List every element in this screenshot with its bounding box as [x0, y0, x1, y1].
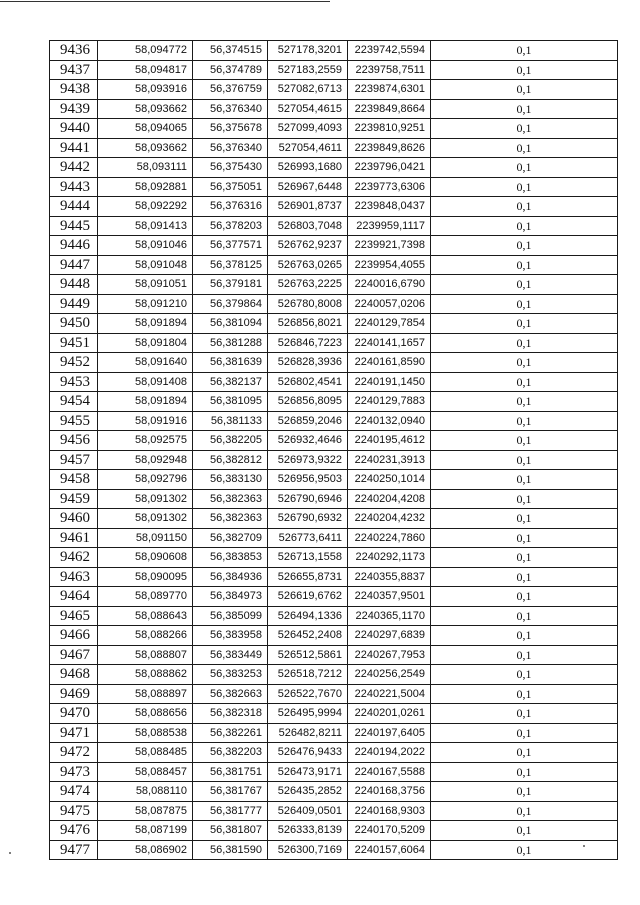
tolerance-cell: 0,1: [431, 587, 618, 607]
coord-x-cell: 526763,0265: [268, 255, 348, 275]
coord-y-cell: 2239742,5594: [348, 41, 431, 61]
point-number-cell: 9467: [50, 645, 98, 665]
coord-a-cell: 58,091048: [98, 255, 193, 275]
coord-a-cell: 58,088485: [98, 743, 193, 763]
coord-b-cell: 56,385099: [193, 606, 268, 626]
table-row: [50, 353, 618, 373]
coord-x-cell: 527178,3201: [268, 41, 348, 61]
coord-b-cell: 56,376340: [193, 138, 268, 158]
coord-a-cell: 58,092948: [98, 450, 193, 470]
coord-y-cell: 2240170,5209: [348, 821, 431, 841]
point-number-cell: 9463: [50, 567, 98, 587]
coord-a-cell: 58,091150: [98, 528, 193, 548]
table-row: [50, 392, 618, 412]
table-row: [50, 665, 618, 685]
tolerance-cell: 0,1: [431, 723, 618, 743]
tolerance-cell: 0,1: [431, 236, 618, 256]
coord-a-cell: 58,088643: [98, 606, 193, 626]
table-row: [50, 450, 618, 470]
table-row: [50, 314, 618, 334]
coord-a-cell: 58,090095: [98, 567, 193, 587]
point-number-cell: 9473: [50, 762, 98, 782]
tolerance-cell: 0,1: [431, 333, 618, 353]
coord-a-cell: 58,086902: [98, 840, 193, 860]
coord-b-cell: 56,376316: [193, 197, 268, 217]
coord-y-cell: 2239796,0421: [348, 158, 431, 178]
tolerance-cell: 0,1: [431, 158, 618, 178]
coord-x-cell: 526300,7169: [268, 840, 348, 860]
coord-y-cell: 2240357,9501: [348, 587, 431, 607]
coord-a-cell: 58,093916: [98, 80, 193, 100]
coord-a-cell: 58,091804: [98, 333, 193, 353]
coord-a-cell: 58,088897: [98, 684, 193, 704]
coord-y-cell: 2240197,6405: [348, 723, 431, 743]
point-number-cell: 9465: [50, 606, 98, 626]
coord-a-cell: 58,092881: [98, 177, 193, 197]
tolerance-cell: 0,1: [431, 314, 618, 334]
table-row: [50, 528, 618, 548]
coord-a-cell: 58,087199: [98, 821, 193, 841]
coord-y-cell: 2240201,0261: [348, 704, 431, 724]
coord-y-cell: 2240161,8590: [348, 353, 431, 373]
point-number-cell: 9440: [50, 119, 98, 139]
point-number-cell: 9446: [50, 236, 98, 256]
coord-b-cell: 56,374515: [193, 41, 268, 61]
table-row: [50, 80, 618, 100]
coord-a-cell: 58,088807: [98, 645, 193, 665]
coord-b-cell: 56,375430: [193, 158, 268, 178]
point-number-cell: 9450: [50, 314, 98, 334]
coord-a-cell: 58,094817: [98, 60, 193, 80]
table-row: [50, 684, 618, 704]
tolerance-cell: 0,1: [431, 392, 618, 412]
coord-a-cell: 58,088266: [98, 626, 193, 646]
tolerance-cell: 0,1: [431, 665, 618, 685]
tolerance-cell: 0,1: [431, 528, 618, 548]
coord-x-cell: 527082,6713: [268, 80, 348, 100]
table-row: [50, 626, 618, 646]
coord-x-cell: 526482,8211: [268, 723, 348, 743]
coord-a-cell: 58,091916: [98, 411, 193, 431]
point-number-cell: 9459: [50, 489, 98, 509]
table-row: [50, 60, 618, 80]
coord-x-cell: 527054,4615: [268, 99, 348, 119]
coord-b-cell: 56,376759: [193, 80, 268, 100]
point-number-cell: 9470: [50, 704, 98, 724]
tolerance-cell: 0,1: [431, 216, 618, 236]
coord-b-cell: 56,383253: [193, 665, 268, 685]
tolerance-cell: 0,1: [431, 450, 618, 470]
coord-x-cell: 526790,6946: [268, 489, 348, 509]
tolerance-cell: 0,1: [431, 470, 618, 490]
coord-x-cell: 526856,8021: [268, 314, 348, 334]
coord-y-cell: 2240365,1170: [348, 606, 431, 626]
coord-a-cell: 58,091302: [98, 509, 193, 529]
point-number-cell: 9451: [50, 333, 98, 353]
point-number-cell: 9448: [50, 275, 98, 295]
coord-x-cell: 526967,6448: [268, 177, 348, 197]
table-row: [50, 645, 618, 665]
coord-a-cell: 58,093662: [98, 138, 193, 158]
tolerance-cell: 0,1: [431, 275, 618, 295]
point-number-cell: 9436: [50, 41, 98, 61]
coord-a-cell: 58,088862: [98, 665, 193, 685]
coord-a-cell: 58,090608: [98, 548, 193, 568]
coord-x-cell: 526619,6762: [268, 587, 348, 607]
table-row: [50, 411, 618, 431]
coord-a-cell: 58,089770: [98, 587, 193, 607]
coord-y-cell: 2239848,0437: [348, 197, 431, 217]
point-number-cell: 9468: [50, 665, 98, 685]
point-number-cell: 9442: [50, 158, 98, 178]
coord-y-cell: 2240132,0940: [348, 411, 431, 431]
coord-b-cell: 56,382363: [193, 509, 268, 529]
coord-x-cell: 526522,7670: [268, 684, 348, 704]
table-row: [50, 372, 618, 392]
table-row: [50, 470, 618, 490]
point-number-cell: 9441: [50, 138, 98, 158]
table-row: [50, 704, 618, 724]
table-row: [50, 216, 618, 236]
table-row: [50, 743, 618, 763]
coord-y-cell: 2240256,2549: [348, 665, 431, 685]
tolerance-cell: 0,1: [431, 138, 618, 158]
coord-a-cell: 58,088457: [98, 762, 193, 782]
coord-y-cell: 2240157,6064: [348, 840, 431, 860]
coord-a-cell: 58,093111: [98, 158, 193, 178]
coord-x-cell: 526932,4646: [268, 431, 348, 451]
point-number-cell: 9466: [50, 626, 98, 646]
table-row: [50, 587, 618, 607]
coord-x-cell: 526333,8139: [268, 821, 348, 841]
coord-b-cell: 56,382205: [193, 431, 268, 451]
coord-y-cell: 2240195,4612: [348, 431, 431, 451]
table-row: [50, 41, 618, 61]
table-row: [50, 119, 618, 139]
tolerance-cell: 0,1: [431, 294, 618, 314]
tolerance-cell: 0,1: [431, 411, 618, 431]
tolerance-cell: 0,1: [431, 840, 618, 860]
coord-b-cell: 56,382812: [193, 450, 268, 470]
point-number-cell: 9453: [50, 372, 98, 392]
point-number-cell: 9449: [50, 294, 98, 314]
coord-y-cell: 2240129,7854: [348, 314, 431, 334]
coord-y-cell: 2240191,1450: [348, 372, 431, 392]
tolerance-cell: 0,1: [431, 743, 618, 763]
table-row: [50, 255, 618, 275]
coord-x-cell: 526993,1680: [268, 158, 348, 178]
tolerance-cell: 0,1: [431, 645, 618, 665]
point-number-cell: 9443: [50, 177, 98, 197]
table-row: [50, 723, 618, 743]
coord-x-cell: 526762,9237: [268, 236, 348, 256]
coord-x-cell: 526409,0501: [268, 801, 348, 821]
coord-x-cell: 526435,2852: [268, 782, 348, 802]
coord-x-cell: 527183,2559: [268, 60, 348, 80]
coord-x-cell: 526790,6932: [268, 509, 348, 529]
point-number-cell: 9472: [50, 743, 98, 763]
table-row: [50, 197, 618, 217]
coord-b-cell: 56,383853: [193, 548, 268, 568]
coord-x-cell: 526859,2046: [268, 411, 348, 431]
tolerance-cell: 0,1: [431, 99, 618, 119]
coord-x-cell: 526973,9322: [268, 450, 348, 470]
coord-y-cell: 2240194,2022: [348, 743, 431, 763]
point-number-cell: 9476: [50, 821, 98, 841]
coord-x-cell: 527099,4093: [268, 119, 348, 139]
tolerance-cell: 0,1: [431, 197, 618, 217]
coord-b-cell: 56,374789: [193, 60, 268, 80]
coord-y-cell: 2240129,7883: [348, 392, 431, 412]
coord-a-cell: 58,091046: [98, 236, 193, 256]
coord-a-cell: 58,093662: [98, 99, 193, 119]
coord-y-cell: 2239849,8664: [348, 99, 431, 119]
coordinates-table: [49, 40, 618, 860]
scan-speck: [583, 845, 585, 847]
point-number-cell: 9456: [50, 431, 98, 451]
coord-a-cell: 58,091894: [98, 314, 193, 334]
coord-b-cell: 56,382709: [193, 528, 268, 548]
coord-y-cell: 2240204,4208: [348, 489, 431, 509]
tolerance-cell: 0,1: [431, 684, 618, 704]
coord-b-cell: 56,381288: [193, 333, 268, 353]
coord-x-cell: 526655,8731: [268, 567, 348, 587]
table-row: [50, 431, 618, 451]
coord-a-cell: 58,091413: [98, 216, 193, 236]
coord-b-cell: 56,382663: [193, 684, 268, 704]
coord-b-cell: 56,379864: [193, 294, 268, 314]
coord-x-cell: 526856,8095: [268, 392, 348, 412]
coord-b-cell: 56,382363: [193, 489, 268, 509]
table-row: [50, 821, 618, 841]
coord-b-cell: 56,381133: [193, 411, 268, 431]
coord-y-cell: 2240204,4232: [348, 509, 431, 529]
table-row: [50, 236, 618, 256]
tolerance-cell: 0,1: [431, 762, 618, 782]
coord-y-cell: 2240224,7860: [348, 528, 431, 548]
table-row: [50, 606, 618, 626]
coord-y-cell: 2239954,4055: [348, 255, 431, 275]
tolerance-cell: 0,1: [431, 606, 618, 626]
coord-b-cell: 56,381590: [193, 840, 268, 860]
coord-b-cell: 56,378125: [193, 255, 268, 275]
coord-x-cell: 526512,5861: [268, 645, 348, 665]
point-number-cell: 9452: [50, 353, 98, 373]
coord-a-cell: 58,091894: [98, 392, 193, 412]
coord-b-cell: 56,384936: [193, 567, 268, 587]
header-rule: [0, 1, 330, 2]
point-number-cell: 9462: [50, 548, 98, 568]
coord-y-cell: 2240355,8837: [348, 567, 431, 587]
coord-b-cell: 56,378203: [193, 216, 268, 236]
coord-a-cell: 58,088656: [98, 704, 193, 724]
coord-b-cell: 56,381094: [193, 314, 268, 334]
coord-y-cell: 2239874,6301: [348, 80, 431, 100]
point-number-cell: 9447: [50, 255, 98, 275]
coord-a-cell: 58,094772: [98, 41, 193, 61]
coord-x-cell: 526763,2225: [268, 275, 348, 295]
coord-y-cell: 2239758,7511: [348, 60, 431, 80]
point-number-cell: 9475: [50, 801, 98, 821]
point-number-cell: 9460: [50, 509, 98, 529]
coord-a-cell: 58,088538: [98, 723, 193, 743]
coord-x-cell: 526901,8737: [268, 197, 348, 217]
coord-y-cell: 2239849,8626: [348, 138, 431, 158]
coord-y-cell: 2240221,5004: [348, 684, 431, 704]
coord-y-cell: 2240292,1173: [348, 548, 431, 568]
point-number-cell: 9455: [50, 411, 98, 431]
coord-b-cell: 56,382318: [193, 704, 268, 724]
tolerance-cell: 0,1: [431, 704, 618, 724]
coord-b-cell: 56,382137: [193, 372, 268, 392]
table-row: [50, 294, 618, 314]
point-number-cell: 9438: [50, 80, 98, 100]
table-row: [50, 158, 618, 178]
tolerance-cell: 0,1: [431, 119, 618, 139]
coord-b-cell: 56,381767: [193, 782, 268, 802]
coord-x-cell: 526494,1336: [268, 606, 348, 626]
coord-a-cell: 58,087875: [98, 801, 193, 821]
coord-y-cell: 2240141,1657: [348, 333, 431, 353]
coord-x-cell: 526828,3936: [268, 353, 348, 373]
coord-x-cell: 526713,1558: [268, 548, 348, 568]
coord-a-cell: 58,091302: [98, 489, 193, 509]
coord-y-cell: 2240016,6790: [348, 275, 431, 295]
coord-y-cell: 2240297,6839: [348, 626, 431, 646]
scan-speck: [9, 852, 11, 854]
coord-x-cell: 526518,7212: [268, 665, 348, 685]
coord-b-cell: 56,382203: [193, 743, 268, 763]
coord-b-cell: 56,379181: [193, 275, 268, 295]
coord-y-cell: 2240231,3913: [348, 450, 431, 470]
table-row: [50, 567, 618, 587]
tolerance-cell: 0,1: [431, 626, 618, 646]
tolerance-cell: 0,1: [431, 509, 618, 529]
table-row: [50, 177, 618, 197]
coordinates-table-body: [50, 41, 618, 860]
table-row: [50, 782, 618, 802]
coord-x-cell: 526956,9503: [268, 470, 348, 490]
point-number-cell: 9439: [50, 99, 98, 119]
coord-a-cell: 58,091640: [98, 353, 193, 373]
point-number-cell: 9444: [50, 197, 98, 217]
table-row: [50, 548, 618, 568]
coord-y-cell: 2239959,1117: [348, 216, 431, 236]
table-row: [50, 840, 618, 860]
coord-a-cell: 58,092575: [98, 431, 193, 451]
coord-a-cell: 58,091408: [98, 372, 193, 392]
coord-a-cell: 58,092292: [98, 197, 193, 217]
coord-y-cell: 2240167,5588: [348, 762, 431, 782]
coord-b-cell: 56,381807: [193, 821, 268, 841]
tolerance-cell: 0,1: [431, 801, 618, 821]
point-number-cell: 9477: [50, 840, 98, 860]
point-number-cell: 9454: [50, 392, 98, 412]
coord-a-cell: 58,088110: [98, 782, 193, 802]
tolerance-cell: 0,1: [431, 489, 618, 509]
coord-b-cell: 56,375051: [193, 177, 268, 197]
coord-x-cell: 526780,8008: [268, 294, 348, 314]
table-row: [50, 489, 618, 509]
table-row: [50, 509, 618, 529]
coord-b-cell: 56,381777: [193, 801, 268, 821]
coord-b-cell: 56,382261: [193, 723, 268, 743]
coord-b-cell: 56,381751: [193, 762, 268, 782]
table-row: [50, 138, 618, 158]
point-number-cell: 9474: [50, 782, 98, 802]
coord-b-cell: 56,375678: [193, 119, 268, 139]
tolerance-cell: 0,1: [431, 41, 618, 61]
coord-y-cell: 2240267,7953: [348, 645, 431, 665]
coord-a-cell: 58,092796: [98, 470, 193, 490]
coord-y-cell: 2240057,0206: [348, 294, 431, 314]
coord-b-cell: 56,383130: [193, 470, 268, 490]
coord-x-cell: 526476,9433: [268, 743, 348, 763]
coord-a-cell: 58,091051: [98, 275, 193, 295]
point-number-cell: 9445: [50, 216, 98, 236]
coord-b-cell: 56,381639: [193, 353, 268, 373]
point-number-cell: 9469: [50, 684, 98, 704]
coord-x-cell: 526803,7048: [268, 216, 348, 236]
table-row: [50, 762, 618, 782]
point-number-cell: 9461: [50, 528, 98, 548]
tolerance-cell: 0,1: [431, 567, 618, 587]
tolerance-cell: 0,1: [431, 353, 618, 373]
coord-b-cell: 56,376340: [193, 99, 268, 119]
point-number-cell: 9464: [50, 587, 98, 607]
coord-x-cell: 526773,6411: [268, 528, 348, 548]
coord-x-cell: 526452,2408: [268, 626, 348, 646]
tolerance-cell: 0,1: [431, 821, 618, 841]
tolerance-cell: 0,1: [431, 782, 618, 802]
tolerance-cell: 0,1: [431, 372, 618, 392]
coord-x-cell: 526473,9171: [268, 762, 348, 782]
coord-y-cell: 2240168,9303: [348, 801, 431, 821]
tolerance-cell: 0,1: [431, 255, 618, 275]
tolerance-cell: 0,1: [431, 431, 618, 451]
coord-b-cell: 56,381095: [193, 392, 268, 412]
coord-b-cell: 56,384973: [193, 587, 268, 607]
tolerance-cell: 0,1: [431, 177, 618, 197]
coord-y-cell: 2239773,6306: [348, 177, 431, 197]
coord-y-cell: 2239921,7398: [348, 236, 431, 256]
point-number-cell: 9471: [50, 723, 98, 743]
coord-b-cell: 56,383958: [193, 626, 268, 646]
tolerance-cell: 0,1: [431, 60, 618, 80]
coord-x-cell: 526802,4541: [268, 372, 348, 392]
table-row: [50, 801, 618, 821]
coord-y-cell: 2239810,9251: [348, 119, 431, 139]
coord-y-cell: 2240250,1014: [348, 470, 431, 490]
coord-x-cell: 526495,9994: [268, 704, 348, 724]
table-row: [50, 275, 618, 295]
coord-b-cell: 56,383449: [193, 645, 268, 665]
tolerance-cell: 0,1: [431, 548, 618, 568]
point-number-cell: 9437: [50, 60, 98, 80]
point-number-cell: 9457: [50, 450, 98, 470]
tolerance-cell: 0,1: [431, 80, 618, 100]
coord-x-cell: 526846,7223: [268, 333, 348, 353]
coord-b-cell: 56,377571: [193, 236, 268, 256]
coord-a-cell: 58,091210: [98, 294, 193, 314]
coord-x-cell: 527054,4611: [268, 138, 348, 158]
table-row: [50, 333, 618, 353]
coord-a-cell: 58,094065: [98, 119, 193, 139]
point-number-cell: 9458: [50, 470, 98, 490]
coord-y-cell: 2240168,3756: [348, 782, 431, 802]
table-row: [50, 99, 618, 119]
